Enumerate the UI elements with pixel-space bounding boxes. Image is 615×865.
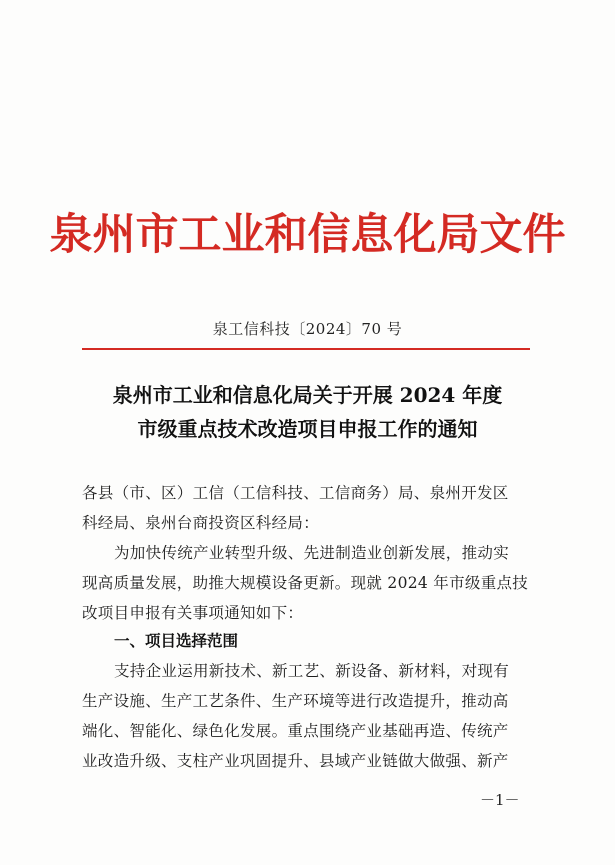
intro-line-2: 现高质量发展，助推大规模设备更新。现就 2024 年市级重点技 — [82, 574, 529, 592]
document-number: 泉工信科技〔2024〕70 号 — [212, 320, 403, 338]
addressee-line-1: 各县（市、区）工信（工信科技、工信商务）局、泉州开发区 — [82, 484, 509, 502]
intro-line-3: 改项目申报有关事项通知如下： — [82, 604, 304, 622]
red-separator-line — [82, 348, 530, 350]
addressee-line-2: 科经局、泉州台商投资区科经局： — [82, 514, 320, 532]
section-1-line-3: 端化、智能化、绿色化发展。重点围绕产业基础再造、传统产 — [82, 722, 509, 740]
section-1-line-1: 支持企业运用新技术、新工艺、新设备、新材料，对现有 — [114, 662, 510, 680]
notice-title-line-1: 泉州市工业和信息化局关于开展 2024 年度 — [112, 383, 503, 407]
page-number: －1－ — [480, 791, 520, 809]
section-1-line-2: 生产设施、生产工艺条件、生产环境等进行改造提升，推动高 — [82, 692, 509, 710]
section-1-heading: 一、项目选择范围 — [114, 632, 239, 650]
notice-title-line-2: 市级重点技术改造项目申报工作的通知 — [137, 417, 478, 441]
issuer-header-title: 泉州市工业和信息化局文件 — [49, 210, 566, 260]
intro-line-1: 为加快传统产业转型升级、先进制造业创新发展，推动实 — [114, 544, 510, 562]
section-1-line-4: 业改造升级、支柱产业巩固提升、县域产业链做大做强、新产 — [82, 752, 509, 770]
